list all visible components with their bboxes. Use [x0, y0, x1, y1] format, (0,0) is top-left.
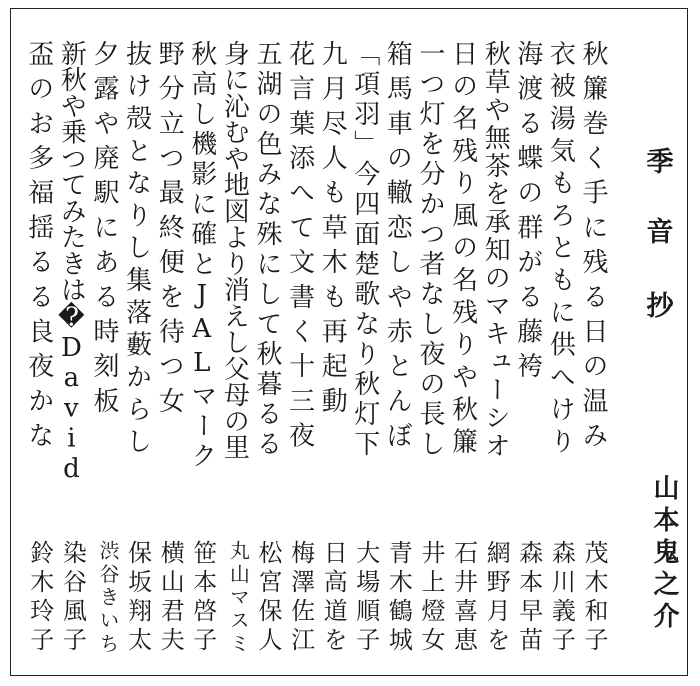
- haiku-line: 秋草や無茶を承知のマキューシオ: [480, 40, 511, 460]
- poet-name: 茂木和子: [580, 540, 608, 656]
- title-char: 季: [646, 147, 674, 178]
- title-char: 音: [646, 217, 674, 248]
- poet-name: 森本早苗: [514, 540, 543, 656]
- haiku-line: 衣被湯気もろともに供へけり: [545, 40, 576, 460]
- haiku-line: 五湖の色みな殊にして秋暮るる: [252, 40, 282, 460]
- haiku-line: 秋簾巻く手に残る日の温み: [578, 40, 608, 457]
- haiku-line: 海渡る蝶の群がる藤袴: [512, 40, 543, 387]
- poet-name: 梅澤佐江: [286, 540, 315, 656]
- haiku-line: 抜け殻となりし集落藪からし: [121, 40, 152, 460]
- haiku-line: 盃のお多福揺るる良夜かな: [23, 40, 54, 457]
- title-char: 抄: [646, 291, 674, 322]
- haiku-line: 新秋や乗つてみたきは�David: [56, 40, 87, 484]
- haiku-line: 秋高し機影に確とJALマーク: [186, 40, 217, 472]
- haiku-line: 「項羽」今四面楚歌なり秋灯下: [349, 40, 380, 460]
- poet-name: 森川義子: [547, 540, 576, 656]
- poet-name: 日高道を: [319, 540, 348, 656]
- poet-name: 染谷風子: [58, 540, 87, 656]
- haiku-line: 花言葉添へて文書く十三夜: [284, 40, 315, 457]
- haiku-line: 身に沁むや地図より消えし父母の里: [219, 40, 250, 460]
- poet-name: 丸山マスミ: [226, 540, 251, 656]
- haiku-line: 野分立つ最終便を待つ女: [154, 40, 185, 422]
- poet-name: 大場順子: [351, 540, 380, 656]
- poet-name: 鈴木玲子: [25, 540, 54, 656]
- poet-name: 保坂翔太: [123, 540, 152, 656]
- poet-name: 笹本啓子: [188, 540, 217, 656]
- haiku-line: 九月尽人も草木も再起動: [317, 40, 348, 422]
- author-name: 山本鬼之介: [649, 474, 679, 634]
- poet-name: 松宮保人: [254, 540, 282, 656]
- poet-name: 渋谷きいち: [96, 540, 120, 656]
- haiku-line: 日の名残り風の名残りや秋簾: [447, 40, 478, 460]
- poet-name: 井上燈女: [417, 540, 445, 656]
- poet-name: 石井喜恵: [449, 540, 478, 656]
- poet-name: 網野月を: [482, 540, 511, 656]
- poet-name: 青木鶴城: [384, 540, 413, 656]
- haiku-line: 一つ灯を分かつ者なし夜の長し: [415, 40, 445, 460]
- poet-name: 横山君夫: [156, 540, 185, 656]
- haiku-line: 夕露や廃駅にある時刻板: [89, 40, 119, 422]
- haiku-line: 箱馬車の轍恋しや赤とんぼ: [382, 40, 413, 457]
